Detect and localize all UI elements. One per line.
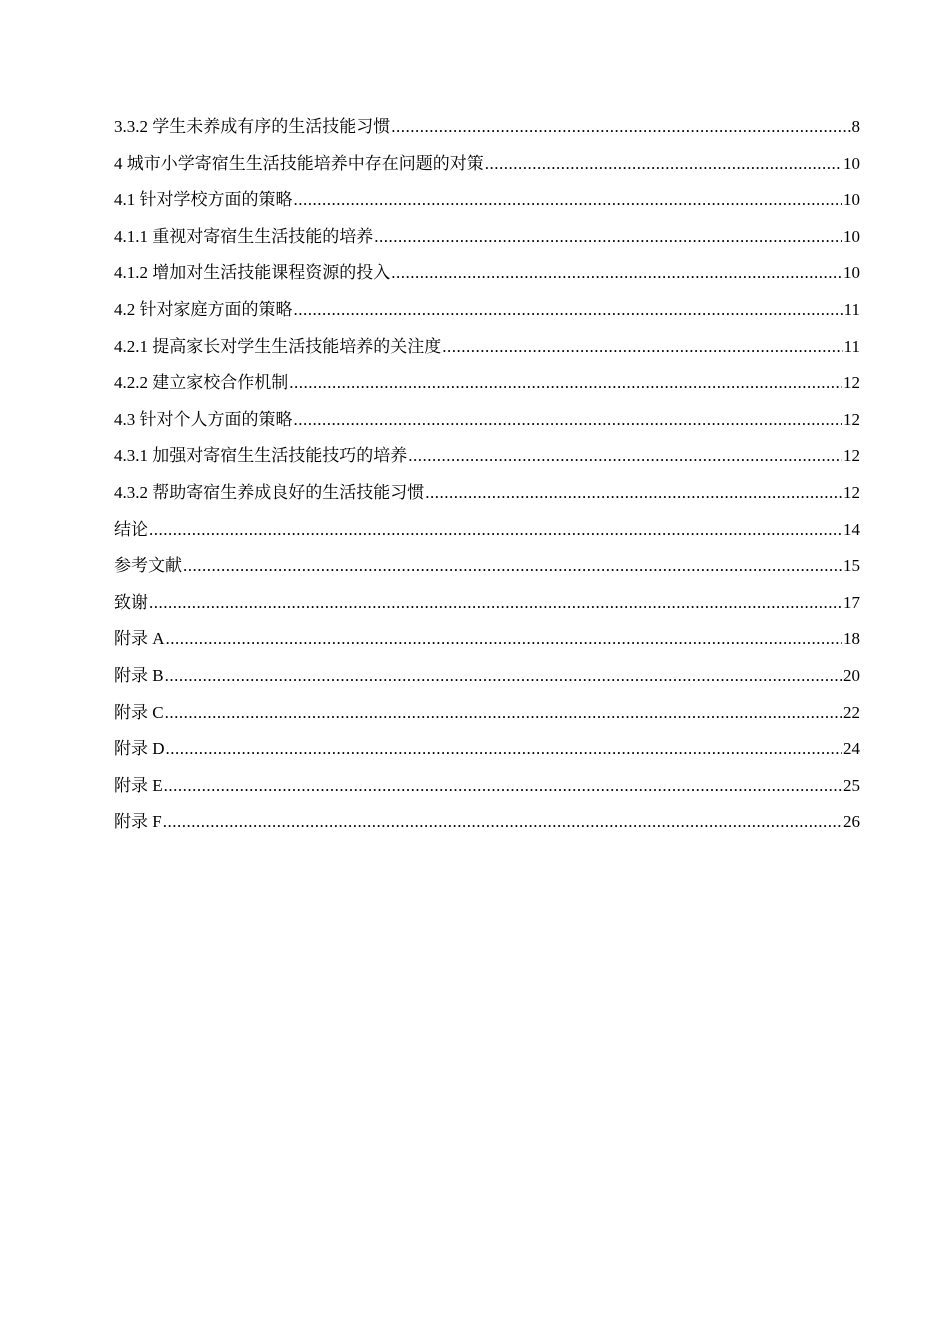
toc-entry-page: 18 [843, 629, 860, 649]
toc-entry-page: 26 [843, 812, 860, 832]
toc-entry[interactable] [114, 626, 860, 663]
toc-entry[interactable] [114, 663, 860, 700]
table-of-contents [114, 114, 860, 846]
toc-entry-page: 10 [843, 153, 860, 173]
toc-entry[interactable] [114, 480, 860, 517]
toc-entry-page: 12 [843, 409, 860, 429]
toc-dot-leader [442, 334, 842, 360]
toc-dot-leader [294, 407, 843, 433]
toc-entry-page: 12 [843, 482, 860, 502]
toc-entry[interactable] [114, 590, 860, 627]
toc-dot-leader [391, 260, 842, 286]
toc-dot-leader [408, 443, 842, 469]
toc-entry-page: 10 [843, 226, 860, 246]
toc-entry-page: 25 [843, 775, 860, 795]
toc-entry[interactable] [114, 260, 860, 297]
toc-dot-leader [163, 809, 842, 835]
toc-dot-leader [165, 700, 842, 726]
toc-entry[interactable] [114, 151, 860, 188]
toc-entry-title: 附录 B [114, 665, 164, 685]
toc-dot-leader [391, 114, 850, 140]
toc-dot-leader [294, 297, 843, 323]
toc-entry-page: 15 [843, 556, 860, 576]
toc-entry-title: 附录 A [114, 629, 165, 649]
toc-entry-page: 14 [843, 519, 860, 539]
toc-entry[interactable] [114, 809, 860, 846]
toc-entry-title: 4.1 针对学校方面的策略 [114, 190, 293, 210]
toc-entry-title: 附录 F [114, 812, 162, 832]
toc-dot-leader [289, 370, 842, 396]
toc-dot-leader [425, 480, 842, 506]
toc-entry-title: 4 城市小学寄宿生生活技能培养中存在问题的对策 [114, 153, 484, 173]
toc-entry-title: 4.1.2 增加对生活技能课程资源的投入 [114, 263, 391, 283]
toc-dot-leader [166, 626, 842, 652]
toc-entry-title: 结论 [114, 519, 148, 539]
toc-entry[interactable] [114, 700, 860, 737]
toc-entry[interactable] [114, 334, 860, 371]
toc-dot-leader [149, 590, 842, 616]
toc-entry-title: 致谢 [114, 592, 148, 612]
toc-dot-leader [164, 773, 842, 799]
toc-entry-title: 4.3.2 帮助寄宿生养成良好的生活技能习惯 [114, 482, 425, 502]
toc-entry[interactable] [114, 114, 860, 151]
toc-entry-title: 4.3 针对个人方面的策略 [114, 409, 293, 429]
toc-entry[interactable] [114, 407, 860, 444]
toc-entry-page: 10 [843, 263, 860, 283]
toc-entry[interactable] [114, 553, 860, 590]
toc-dot-leader [183, 553, 842, 579]
toc-entry-title: 4.2.2 建立家校合作机制 [114, 373, 289, 393]
toc-entry-title: 附录 E [114, 775, 163, 795]
toc-entry-title: 4.2 针对家庭方面的策略 [114, 299, 293, 319]
toc-dot-leader [149, 517, 842, 543]
toc-dot-leader [165, 663, 842, 689]
toc-dot-leader [374, 224, 842, 250]
toc-entry[interactable] [114, 370, 860, 407]
toc-entry-title: 4.1.1 重视对寄宿生生活技能的培养 [114, 226, 374, 246]
toc-entry[interactable] [114, 736, 860, 773]
toc-entry-page: 11 [843, 336, 860, 356]
toc-entry[interactable] [114, 443, 860, 480]
toc-entry-page: 24 [843, 739, 860, 759]
toc-dot-leader [166, 736, 842, 762]
toc-entry-page: 11 [843, 299, 860, 319]
toc-entry-title: 4.2.1 提高家长对学生生活技能培养的关注度 [114, 336, 442, 356]
toc-entry-title: 3.3.2 学生未养成有序的生活技能习惯 [114, 117, 391, 136]
toc-entry-page: 12 [843, 446, 860, 466]
toc-entry[interactable] [114, 517, 860, 554]
toc-entry-page: 12 [843, 373, 860, 393]
toc-entry-title: 附录 C [114, 702, 164, 722]
toc-entry-page: 20 [843, 665, 860, 685]
toc-entry-title: 4.3.1 加强对寄宿生生活技能技巧的培养 [114, 446, 408, 466]
toc-entry-page: 10 [843, 190, 860, 210]
toc-entry[interactable] [114, 297, 860, 334]
toc-dot-leader [485, 151, 842, 177]
toc-entry-page: 22 [843, 702, 860, 722]
toc-entry-title: 参考文献 [114, 556, 182, 576]
toc-entry-title: 附录 D [114, 739, 165, 759]
toc-entry-page: 8 [851, 117, 860, 136]
toc-dot-leader [294, 187, 843, 213]
toc-entry[interactable] [114, 187, 860, 224]
toc-entry[interactable] [114, 224, 860, 261]
toc-entry-page: 17 [843, 592, 860, 612]
toc-entry[interactable] [114, 773, 860, 810]
